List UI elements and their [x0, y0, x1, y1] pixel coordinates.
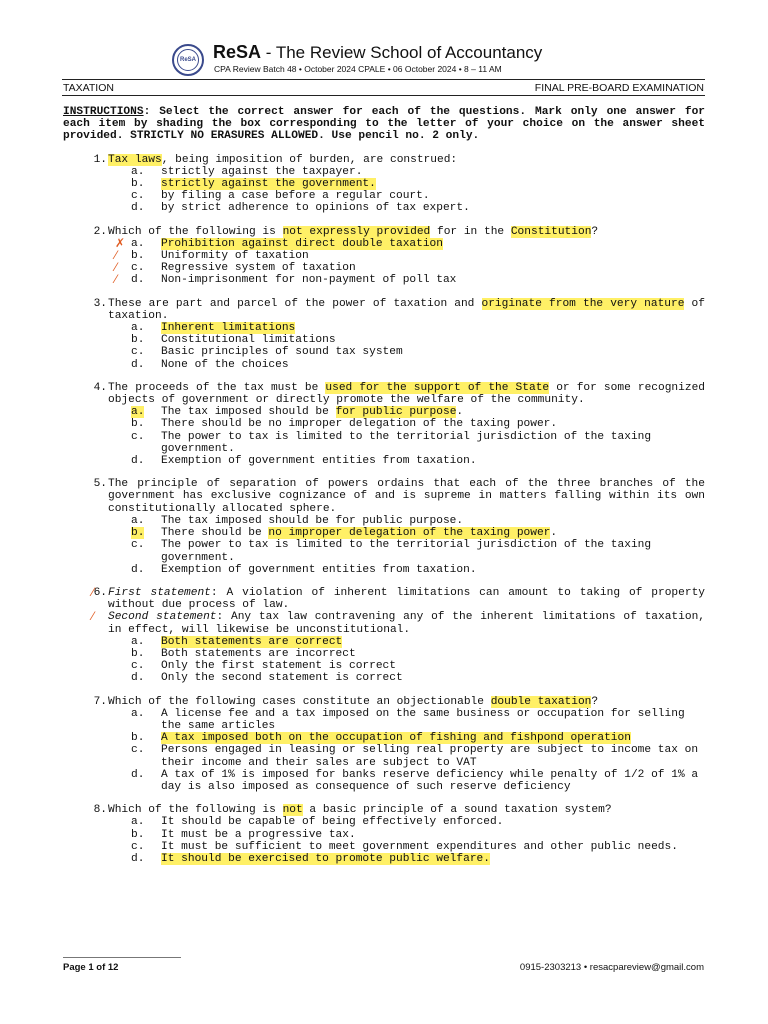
- question-6: [63, 584, 705, 685]
- option-letter-text: b.: [131, 178, 145, 191]
- answer-option: [108, 431, 705, 455]
- stem-text: a basic principle of a sound taxation system?: [302, 804, 612, 817]
- check-mark-icon: ⁄: [115, 260, 118, 275]
- option-text: [161, 238, 705, 250]
- question-body: [108, 587, 705, 685]
- answer-option: [108, 732, 705, 744]
- answer-option: [108, 769, 705, 793]
- highlighted-text: not: [282, 804, 303, 817]
- question-number: 1.: [93, 153, 107, 166]
- option-text-part: .: [550, 527, 558, 540]
- option-letter-text: a.: [131, 707, 145, 720]
- option-letter-text: b.: [131, 647, 145, 660]
- question-stem: [108, 804, 705, 816]
- question-body: [108, 226, 705, 287]
- stem-text: : A violation of inherent limitations can amount to taking of property without due process of law.: [108, 586, 705, 612]
- question-5: [63, 478, 705, 576]
- answer-option: [108, 274, 705, 286]
- answer-option: [108, 515, 705, 527]
- option-letter-text: a.: [131, 237, 145, 250]
- answer-option: [108, 250, 705, 262]
- answer-option: [108, 166, 705, 178]
- question-number: 3.: [93, 297, 107, 310]
- option-letter-text: a.: [131, 816, 145, 829]
- option-letter-text: b.: [131, 250, 145, 263]
- stem-text: These are part and parcel of the power of taxation and: [108, 297, 482, 310]
- exam-title: FINAL PRE-BOARD EXAMINATION: [534, 82, 704, 94]
- option-text: Regressive system of taxation: [161, 262, 356, 275]
- option-text: [161, 178, 705, 190]
- option-letter-text: c.: [131, 660, 145, 673]
- option-letter: [108, 660, 161, 672]
- option-letter: [108, 166, 161, 178]
- answer-option: [108, 406, 705, 418]
- option-letter: [108, 178, 161, 190]
- option-text: Exemption of government entities from taxation.: [161, 563, 477, 576]
- option-letter: [108, 322, 161, 334]
- question-2: [63, 226, 705, 287]
- instructions: [63, 106, 705, 143]
- answer-option: [108, 202, 705, 214]
- option-letter-text: c.: [131, 346, 145, 359]
- option-letter-text: c.: [131, 840, 145, 853]
- question-number: 4.: [93, 381, 107, 394]
- option-letter: [108, 853, 161, 865]
- option-letter-text: d.: [131, 852, 145, 865]
- highlighted-answer: Both statements are correct: [161, 635, 343, 648]
- option-text: Persons engaged in leasing or selling real property are subject to income tax on their income and their sales are subject to VAT: [161, 744, 699, 769]
- question-3: [63, 298, 705, 371]
- stem-text: or for some recognized objects of government or directly promote the welfare of the community.: [108, 381, 705, 407]
- option-letter-text: b.: [131, 527, 145, 540]
- stem-text: Which of the following is: [108, 804, 283, 817]
- stem-text: Which of the following is: [108, 225, 283, 238]
- option-text: There should be no improper delegation of the taxing power.: [161, 418, 558, 431]
- logo-text: ReSA: [177, 49, 199, 71]
- question-number: 7.: [93, 695, 107, 708]
- option-text: The power to tax is limited to the territorial jurisdiction of the taxing government.: [161, 539, 652, 564]
- option-letter: [108, 672, 161, 684]
- answer-option: [108, 527, 705, 539]
- answer-option: [108, 178, 705, 190]
- answer-option: [108, 660, 705, 672]
- option-letter-text: b.: [131, 334, 145, 347]
- answer-option: [108, 418, 705, 430]
- option-letter: [108, 527, 161, 539]
- question-number: 2.: [93, 225, 107, 238]
- option-text: [161, 636, 705, 648]
- footer-contact: 0915-2303213 • resacpareview@gmail.com: [519, 962, 704, 973]
- instructions-label: INSTRUCTIONS: [63, 106, 144, 118]
- question-body: [108, 804, 705, 865]
- exam-content: [63, 106, 705, 876]
- option-letter: [108, 418, 161, 430]
- option-letter-text: d.: [131, 563, 145, 576]
- stem-text: , being imposition of burden, are construed:: [161, 153, 458, 166]
- answer-option: [108, 235, 705, 250]
- answer-option: [108, 334, 705, 346]
- option-text: The power to tax is limited to the territorial jurisdiction of the taxing government.: [161, 430, 652, 455]
- answer-option: [108, 636, 705, 648]
- option-text: The tax imposed should be for public purpose.: [161, 514, 464, 527]
- header-rule-top: [62, 79, 705, 80]
- footer-rule: [63, 957, 181, 958]
- highlighted-phrase: for public purpose: [335, 406, 457, 419]
- highlighted-answer: Prohibition against direct double taxation: [161, 237, 443, 250]
- question-stem: [108, 154, 705, 166]
- school-name: [213, 42, 542, 63]
- option-letter: [108, 539, 161, 563]
- option-letter: [108, 564, 161, 576]
- option-text: [161, 527, 705, 539]
- question-stem: [108, 587, 705, 611]
- instructions-text: : Select the correct answer for each of the questions. Mark only one answer for each item by shading the box corresponding to the letter of your choice on the answer sheet provided. STRICTLY NO ERASURES ALLOWED. Use pencil no. 2 only.: [63, 106, 705, 143]
- school-name-a: ReSA: [213, 42, 262, 62]
- option-letter-text: d.: [131, 202, 145, 215]
- option-letter-text: c.: [131, 262, 145, 275]
- check-mark-icon: ⁄: [92, 584, 95, 599]
- option-text-part: There should be: [161, 527, 269, 540]
- answer-option: [108, 262, 705, 274]
- option-text: Exemption of government entities from taxation.: [161, 455, 477, 468]
- highlighted-answer: It should be exercised to promote public welfare.: [161, 852, 490, 865]
- answer-option: [108, 853, 705, 865]
- option-letter-text: d.: [131, 274, 145, 287]
- answer-option: [108, 346, 705, 358]
- option-text: None of the choices: [161, 358, 289, 371]
- option-letter-text: a.: [131, 322, 145, 335]
- question-stem: [108, 696, 705, 708]
- option-text: A license fee and a tax imposed on the same business or occupation for selling the same articles: [161, 707, 685, 732]
- school-name-b: - The Review School of Accountancy: [261, 43, 543, 62]
- highlighted-text: Tax laws: [108, 153, 162, 166]
- answer-option: [108, 744, 705, 768]
- option-letter-text: d.: [131, 768, 145, 781]
- option-letter: [108, 636, 161, 648]
- highlighted-answer: strictly against the government.: [161, 178, 376, 191]
- option-text: A tax of 1% is imposed for banks reserve deficiency while penalty of 1/2 of 1% a day is also imposed as consequence of such reserve deficiency: [161, 768, 699, 793]
- option-text: Only the second statement is correct: [161, 672, 403, 685]
- stem-text: ?: [591, 695, 599, 708]
- option-letter-text: a.: [131, 406, 145, 419]
- question-stem: [108, 382, 705, 406]
- answer-option: [108, 708, 705, 732]
- stem-text: The principle of separation of powers ordains that each of the three branches of the government has exclusive cognizance of and is supreme in matters falling within its own constitutionally allocated sphere.: [108, 478, 705, 515]
- question-4: [63, 382, 705, 467]
- option-letter-text: a.: [131, 165, 145, 178]
- highlighted-text: Constitution: [510, 225, 592, 238]
- highlighted-text: used for the support of the State: [325, 381, 550, 394]
- question-number: 5.: [93, 478, 107, 491]
- stem-text: : Any tax law contravening any of the inherent limitations of taxation, in effect, will likewise be unconstitutional.: [108, 611, 705, 636]
- question-body: [108, 478, 705, 576]
- question-8: [63, 804, 705, 865]
- stem-text: Which of the following cases constitute an objectionable: [108, 695, 491, 708]
- option-text: by filing a case before a regular court.: [161, 190, 430, 203]
- option-letter: [108, 190, 161, 202]
- option-letter: [108, 431, 161, 455]
- option-text: [161, 732, 705, 744]
- option-letter: [108, 744, 161, 768]
- option-text: [161, 853, 705, 865]
- option-letter-text: d.: [131, 672, 145, 685]
- question-1: [63, 154, 705, 215]
- option-letter-text: a.: [131, 635, 145, 648]
- option-letter: [108, 406, 161, 418]
- stem-text: for in the: [430, 225, 511, 238]
- option-letter: [108, 202, 161, 214]
- option-letter-text: c.: [131, 190, 145, 203]
- question-list: [63, 154, 705, 866]
- option-text: It should be capable of being effectively enforced.: [161, 816, 504, 829]
- subject-label: TAXATION: [63, 82, 114, 94]
- option-text: [161, 406, 705, 418]
- question-stem: [108, 226, 705, 238]
- option-text: Both statements are incorrect: [161, 647, 356, 660]
- answer-option: [108, 322, 705, 334]
- option-text-part: .: [456, 406, 464, 419]
- stem-text: The proceeds of the tax must be: [108, 381, 326, 394]
- question-body: [108, 154, 705, 215]
- option-letter: [108, 359, 161, 371]
- option-text: strictly against the taxpayer.: [161, 165, 363, 178]
- option-text: Basic principles of sound tax system: [161, 346, 403, 359]
- option-text: Only the first statement is correct: [161, 660, 396, 673]
- stem-text: Second statement: [108, 611, 217, 624]
- option-letter-text: d.: [131, 358, 145, 371]
- question-number: 6.: [93, 586, 107, 599]
- option-letter: [108, 346, 161, 358]
- answer-option: [108, 564, 705, 576]
- answer-option: [108, 829, 705, 841]
- question-stem: [108, 478, 705, 515]
- answer-option: [108, 841, 705, 853]
- question-7: [63, 696, 705, 794]
- question-body: [108, 298, 705, 371]
- option-letter: [108, 841, 161, 853]
- highlighted-answer: A tax imposed both on the occupation of fishing and fishpond operation: [161, 732, 631, 745]
- option-letter-text: c.: [131, 744, 145, 757]
- option-text: It must be a progressive tax.: [161, 828, 356, 841]
- option-letter: [108, 648, 161, 660]
- answer-option: [108, 190, 705, 202]
- option-text: [161, 322, 705, 334]
- option-letter-text: a.: [131, 514, 145, 527]
- option-letter: [108, 455, 161, 467]
- option-letter-text: b.: [131, 732, 145, 745]
- answer-option: [108, 816, 705, 828]
- option-text: It must be sufficient to meet government expenditures and other public needs.: [161, 840, 678, 853]
- x-mark-icon: ✗: [115, 235, 126, 250]
- answer-option: [108, 672, 705, 684]
- answer-option: [108, 455, 705, 467]
- option-text: by strict adherence to opinions of tax expert.: [161, 202, 470, 215]
- option-letter: [108, 732, 161, 744]
- question-number: 8.: [93, 804, 107, 817]
- stem-text: First statement: [108, 586, 211, 599]
- option-letter: [108, 769, 161, 793]
- question-stem: [108, 298, 705, 322]
- highlighted-text: double taxation: [490, 695, 592, 708]
- answer-option: [108, 648, 705, 660]
- stem-text: ?: [591, 225, 599, 238]
- highlighted-text: originate from the very nature: [481, 297, 685, 310]
- question-stem-second: [108, 611, 705, 635]
- check-mark-icon: ⁄: [92, 609, 95, 624]
- check-mark-icon: ⁄: [115, 272, 118, 287]
- highlighted-text: not expressly provided: [282, 225, 431, 238]
- resa-logo-icon: [172, 44, 204, 76]
- question-body: [108, 382, 705, 467]
- option-text: Non-imprisonment for non-payment of poll tax: [161, 274, 457, 287]
- option-letter: [108, 829, 161, 841]
- option-text: Constitutional limitations: [161, 334, 336, 347]
- option-text: Uniformity of taxation: [161, 250, 309, 263]
- highlighted-answer: Inherent limitations: [161, 322, 296, 335]
- option-letter-text: b.: [131, 828, 145, 841]
- answer-option: [108, 359, 705, 371]
- option-letter-text: b.: [131, 418, 145, 431]
- page-number: Page 1 of 12: [63, 962, 119, 973]
- header-rule-bottom: [62, 95, 705, 96]
- option-letter: [108, 334, 161, 346]
- option-text-part: The tax imposed should be: [161, 406, 336, 419]
- option-letter: [108, 515, 161, 527]
- option-letter-text: c.: [131, 430, 145, 443]
- highlighted-phrase: no improper delegation of the taxing power: [268, 527, 551, 540]
- option-letter-text: c.: [131, 539, 145, 552]
- review-batch-line: CPA Review Batch 48 • October 2024 CPALE • 06 October 2024 • 8 – 11 AM: [214, 64, 502, 74]
- stem-text: of taxation.: [108, 297, 705, 322]
- option-letter-text: d.: [131, 455, 145, 468]
- check-mark-icon: ⁄: [115, 248, 118, 263]
- option-letter: [108, 708, 161, 732]
- question-body: [108, 696, 705, 794]
- option-letter: [108, 816, 161, 828]
- answer-option: [108, 539, 705, 563]
